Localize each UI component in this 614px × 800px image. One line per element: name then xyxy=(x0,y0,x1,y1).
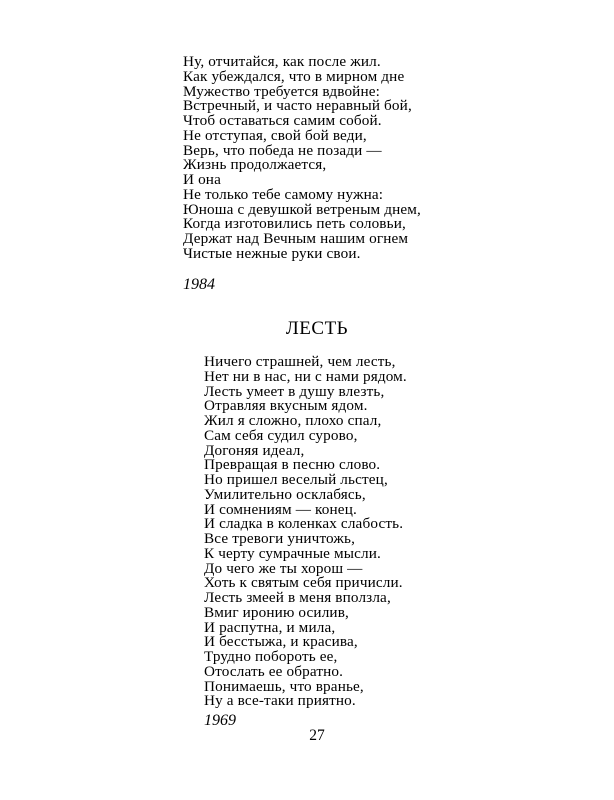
poem-line: Понимаешь, что вранье, xyxy=(204,677,364,695)
poem-line: Лесть змеей в меня вползла, xyxy=(204,589,391,606)
poem-line: Юноша с девушкой ветреным днем, xyxy=(183,200,422,218)
poem-line: Лесть умеет в душу влезть, xyxy=(204,382,385,400)
poem-1-date: 1984 xyxy=(183,276,215,293)
page-number: 27 xyxy=(309,727,325,744)
poem-2-title xyxy=(0,318,614,340)
poem-1-stanza xyxy=(183,55,421,262)
poem-line: Не только тебе самому нужна: xyxy=(183,185,384,203)
poem-line: Все тревоги уничтожь, xyxy=(204,530,356,547)
poem-line: Жизнь продолжается, xyxy=(183,156,327,174)
poem-line: Превращая в песню слово. xyxy=(204,456,381,474)
poem-line: Как убеждался, что в мирном дне xyxy=(183,67,405,85)
poem-2-stanza xyxy=(204,355,407,709)
poem-line: Держат над Вечным нашим огнем xyxy=(183,230,409,247)
poem-line: Отравляя вкусным ядом. xyxy=(204,397,368,415)
poem-line: Ничего страшней, чем лесть, xyxy=(204,353,396,370)
poem-line: Жил я сложно, плохо спал, xyxy=(204,412,382,429)
poem-line: Чистые нежные руки свои. xyxy=(183,244,361,262)
poem-line: И сладка в коленках слабость. xyxy=(204,515,404,533)
poem-line: Умилительно осклабясь, xyxy=(204,485,366,503)
poem-line: Но пришел веселый льстец, xyxy=(204,471,388,488)
poem-line: Мужество требуется вдвойне: xyxy=(183,82,380,100)
poem-line: И распутна, и мила, xyxy=(204,618,336,636)
poem-line: И бесстыжа, и красива, xyxy=(204,633,358,651)
poem-line: Чтоб оставаться самим собой. xyxy=(183,112,382,129)
poem-line: Отослать ее обратно. xyxy=(204,662,344,680)
poem-line: Ну а все-таки приятно. xyxy=(204,692,356,710)
poem-2-date: 1969 xyxy=(204,712,236,729)
poem-line: Трудно побороть ее, xyxy=(204,648,338,665)
poem-line: Вмиг иронию осилив, xyxy=(204,603,349,621)
poem-line: Когда изготовились петь соловьи, xyxy=(183,215,406,233)
poem-line: Не отступая, свой бой веди, xyxy=(183,126,367,144)
poem-line: До чего же ты хорош — xyxy=(204,559,363,577)
poem-line: Сам себя судил сурово, xyxy=(204,426,358,444)
poem-line: И она xyxy=(183,171,221,188)
poem-line: Нет ни в нас, ни с нами рядом. xyxy=(204,367,407,385)
poem-line: И сомнениям — конец. xyxy=(204,500,357,518)
poem-line: Догоняя идеал, xyxy=(204,441,305,459)
poem-line: К черту сумрачные мысли. xyxy=(204,544,381,562)
poem-line: Верь, что победа не позади — xyxy=(183,141,382,159)
poem-line: Хоть к святым себя причисли. xyxy=(204,574,403,592)
poem-line: Встречный, и часто неравный бой, xyxy=(183,97,412,115)
poem-2-title-text: ЛЕСТЬ xyxy=(285,318,349,339)
poem-line: Ну, отчитайся, как после жил. xyxy=(183,53,381,70)
